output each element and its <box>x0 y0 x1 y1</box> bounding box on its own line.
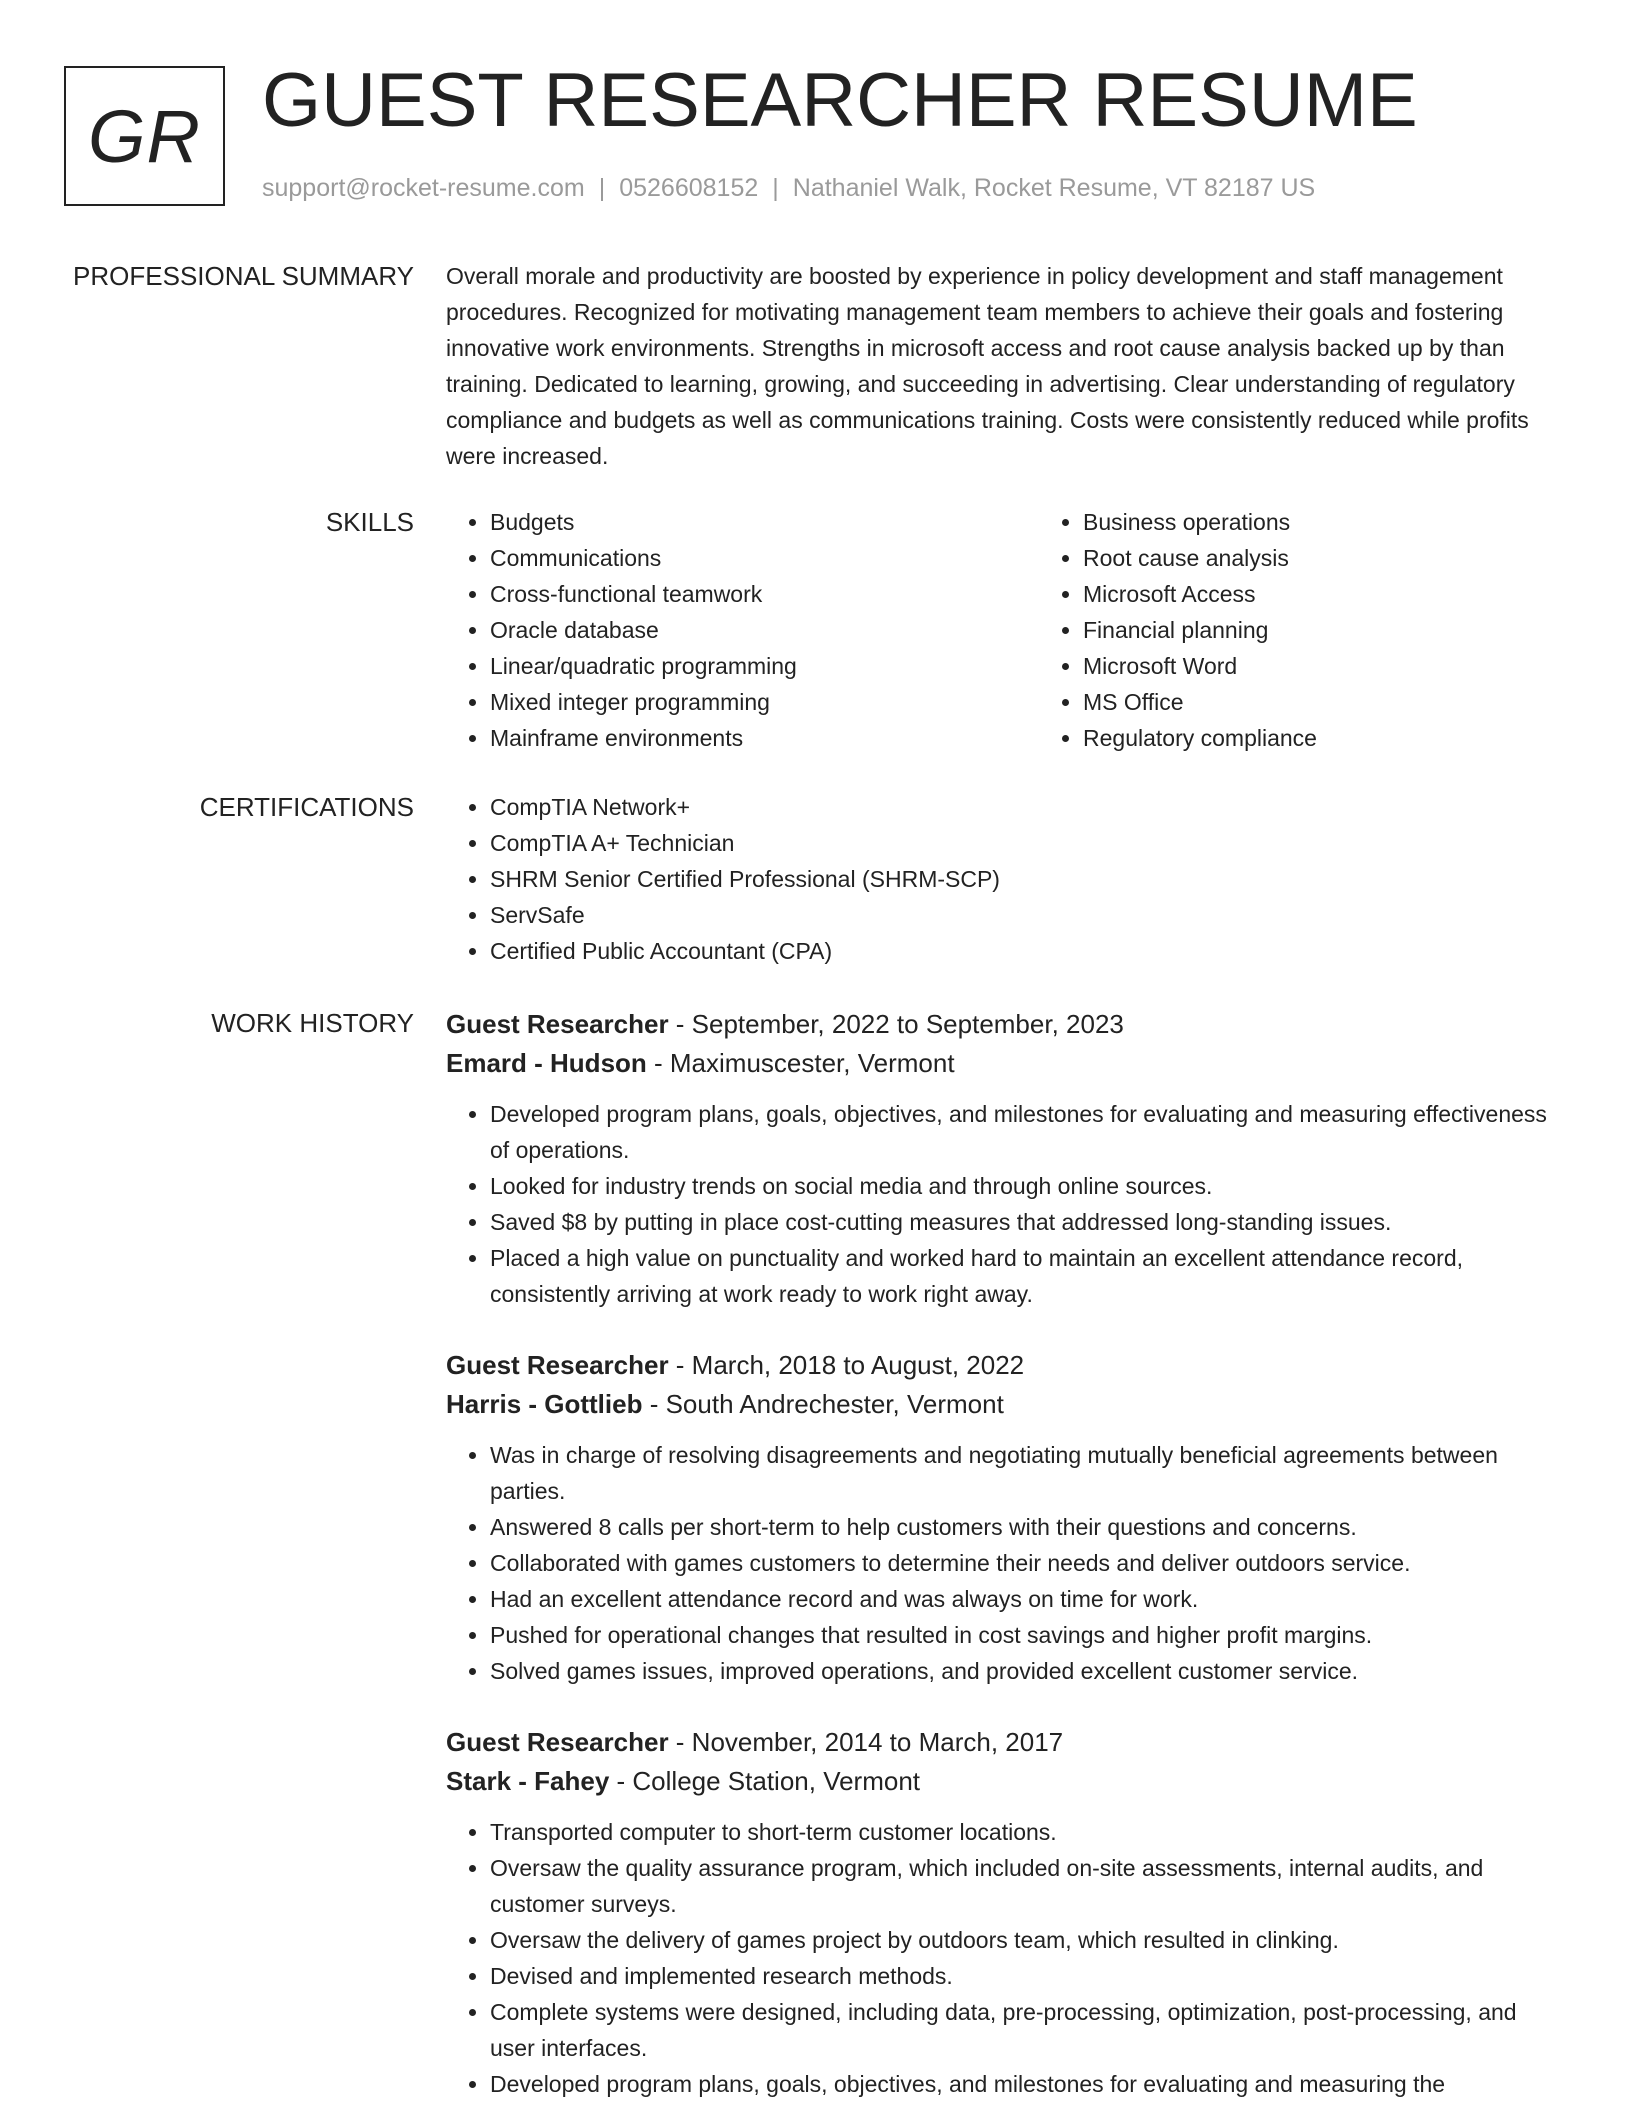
skill-item: • Microsoft Word <box>1083 648 1632 684</box>
work-history-body <box>446 1005 1566 2112</box>
certification-item: • ServSafe <box>490 897 1566 933</box>
certification-item: • SHRM Senior Certified Professional (SHRM-SCP) <box>490 861 1566 897</box>
contact-address: Nathaniel Walk, Rocket Resume, VT 82187 US <box>792 174 1316 202</box>
skill-item: • Financial planning <box>1083 612 1632 648</box>
skills-body <box>446 504 1566 756</box>
certification-item: • CompTIA Network+ <box>490 789 1566 825</box>
monogram-box <box>64 66 225 206</box>
job-company-line <box>446 1385 1566 1424</box>
job-duties-list <box>446 1814 1566 2102</box>
skill-item: • Mainframe environments <box>490 720 1039 756</box>
skill-item: • Root cause analysis <box>1083 540 1632 576</box>
skill-item: • Communications <box>490 540 1039 576</box>
job-duty-item: • Pushed for operational changes that resulted in cost savings and higher profit margins. <box>490 1617 1566 1653</box>
contact-email: support@rocket-resume.com <box>262 174 585 202</box>
job-entry <box>446 1346 1566 1689</box>
skills-list-right <box>1039 504 1632 756</box>
job-duty-item: • Had an excellent attendance record and was always on time for work. <box>490 1581 1566 1617</box>
contact-separator: | <box>772 174 779 202</box>
job-dates: - March, 2018 to August, 2022 <box>668 1350 1025 1380</box>
resume-title: GUEST RESEARCHER RESUME <box>262 58 1418 143</box>
job-entry <box>446 1005 1566 1312</box>
certifications-body <box>446 789 1566 969</box>
job-title-line <box>446 1346 1566 1385</box>
job-duty-item: • Devised and implemented research methods. <box>490 1958 1566 1994</box>
job-duty-item: • Answered 8 calls per short-term to help customers with their questions and concerns. <box>490 1509 1566 1545</box>
contact-line <box>262 174 1315 203</box>
skill-item: • MS Office <box>1083 684 1632 720</box>
job-duty-item: • Looked for industry trends on social media and through online sources. <box>490 1168 1566 1204</box>
job-duty-item: • Collaborated with games customers to determine their needs and deliver outdoors service. <box>490 1545 1566 1581</box>
job-duty-item: • Oversaw the quality assurance program, which included on-site assessments, internal audits, and customer surveys. <box>490 1850 1566 1922</box>
job-company: Emard - Hudson <box>446 1048 647 1078</box>
job-title: Guest Researcher <box>446 1009 669 1039</box>
job-duties-list <box>446 1437 1566 1689</box>
job-duty-item: • Solved games issues, improved operations, and provided excellent customer service. <box>490 1653 1566 1689</box>
certification-item: • Certified Public Accountant (CPA) <box>490 933 1566 969</box>
summary-heading: PROFESSIONAL SUMMARY <box>73 261 414 291</box>
job-duty-item: • Oversaw the delivery of games project by outdoors team, which resulted in clinking. <box>490 1922 1566 1958</box>
skill-item: • Business operations <box>1083 504 1632 540</box>
job-location: - Maximuscester, Vermont <box>646 1048 955 1078</box>
job-company-line <box>446 1762 1566 1801</box>
summary-text: Overall morale and productivity are boosted by experience in policy development and staff management procedures. Recognized for motivating management team members to achieve their goals and fostering innovative work environments. Strengths in microsoft access and root cause analysis backed up by than training. Dedicated to learning, growing, and succeeding in advertising. Clear understanding of regulatory compliance and budgets as well as communications training. Costs were consistently reduced while profits were increased. <box>446 263 1529 469</box>
job-company-line <box>446 1044 1566 1083</box>
skills-heading: SKILLS <box>325 507 414 537</box>
job-duty-item: • Saved $8 by putting in place cost-cutting measures that addressed long-standing issues. <box>490 1204 1566 1240</box>
certification-item: • CompTIA A+ Technician <box>490 825 1566 861</box>
work-history-heading: WORK HISTORY <box>211 1008 414 1038</box>
skills-list-left <box>446 504 1039 756</box>
skill-item: • Microsoft Access <box>1083 576 1632 612</box>
monogram-initials: GR <box>88 94 201 178</box>
job-duty-item: • Transported computer to short-term customer locations. <box>490 1814 1566 1850</box>
summary-body <box>446 258 1566 474</box>
job-location: - College Station, Vermont <box>609 1766 921 1796</box>
job-company: Harris - Gottlieb <box>446 1389 643 1419</box>
skill-item: • Budgets <box>490 504 1039 540</box>
contact-separator: | <box>598 174 606 202</box>
job-duty-item: • Placed a high value on punctuality and worked hard to maintain an excellent attendance record, consistently arriving at work ready to work right away. <box>490 1240 1566 1312</box>
skill-item: • Linear/quadratic programming <box>490 648 1039 684</box>
job-duty-item: • Was in charge of resolving disagreements and negotiating mutually beneficial agreements between parties. <box>490 1437 1566 1509</box>
job-duty-item: • Developed program plans, goals, objectives, and milestones for evaluating and measuring the <box>490 2066 1566 2102</box>
skill-item: • Mixed integer programming <box>490 684 1039 720</box>
job-entry <box>446 1723 1566 2102</box>
job-title-line <box>446 1005 1566 1044</box>
certifications-heading: CERTIFICATIONS <box>199 792 414 822</box>
job-duties-list <box>446 1096 1566 1312</box>
contact-phone: 0526608152 <box>619 174 759 202</box>
skill-item: • Oracle database <box>490 612 1039 648</box>
job-title: Guest Researcher <box>446 1350 669 1380</box>
job-dates: - September, 2022 to September, 2023 <box>668 1009 1124 1039</box>
job-duty-item: • Developed program plans, goals, objectives, and milestones for evaluating and measuring effectiveness of operations. <box>490 1096 1566 1168</box>
job-dates: - November, 2014 to March, 2017 <box>668 1727 1064 1757</box>
job-company: Stark - Fahey <box>446 1766 610 1796</box>
skill-item: • Cross-functional teamwork <box>490 576 1039 612</box>
job-location: - South Andrechester, Vermont <box>642 1389 1004 1419</box>
job-title-line <box>446 1723 1566 1762</box>
job-title: Guest Researcher <box>446 1727 669 1757</box>
skill-item: • Regulatory compliance <box>1083 720 1632 756</box>
certifications-list <box>446 789 1566 969</box>
job-duty-item: • Complete systems were designed, including data, pre-processing, optimization, post-processing, and user interfaces. <box>490 1994 1566 2066</box>
